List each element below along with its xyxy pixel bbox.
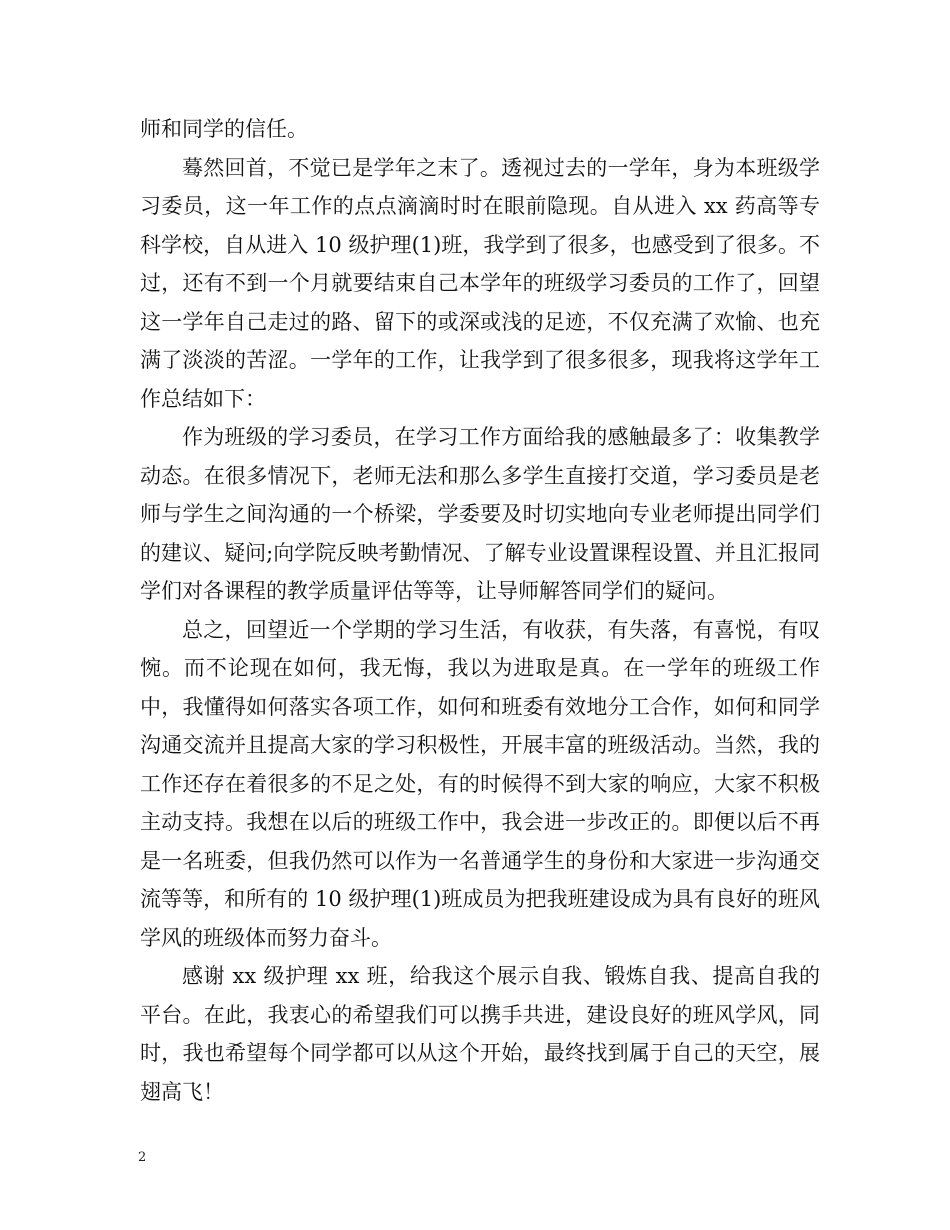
paragraph-summary: 总之，回望近一个学期的学习生活，有收获，有失落，有喜悦，有叹惋。而不论现在如何，我无悔，我以为进取是真。在一学年的班级工作中，我懂得如何落实各项工作，如何和班委有效地分工合作，如何和同学沟通交流并且提高大家的学习积极性，开展丰富的班级活动。当然，我的工作还存在着很多的不足之处，有的时候得不到大家的响应，大家不积极主动支持。我想在以后的班级工作中，我会进一步改正的。即便以后不再是一名班委，但我仍然可以作为一名普通学生的身份和大家进一步沟通交流等等，和所有的 10 级护理(1)班成员为把我班建设成为具有良好的班风学风的班级体而努力奋斗。 — [140, 617, 820, 950]
paragraph-thanks: 感谢 xx 级护理 xx 班，给我这个展示自我、锻炼自我、提高自我的平台。在此，我衷心的希望我们可以携手共进，建设良好的班风学风，同时，我也希望每个同学都可以从这个开始，最终找到属于自己的天空，展翅高飞！ — [140, 964, 820, 1104]
paragraph-retrospect: 蓦然回首，不觉已是学年之末了。透视过去的一学年，身为本班级学习委员，这一年工作的点点滴滴时时在眼前隐现。自从进入 xx 药高等专科学校，自从进入 10 级护理(1)班，我学到了很多，也感受到了很多。不过，还有不到一个月就要结束自己本学年的班级学习委员的工作了，回望这一学年自己走过的路、留下的或深或浅的足迹，不仅充满了欢愉、也充满了淡淡的苦涩。一学年的工作，让我学到了很多很多，现我将这学年工作总结如下： — [140, 155, 820, 411]
paragraph-study-committee: 作为班级的学习委员，在学习工作方面给我的感触最多了：收集教学动态。在很多情况下，老师无法和那么多学生直接打交道，学习委员是老师与学生之间沟通的一个桥梁，学委要及时切实地向专业老师提出同学们的建议、疑问;向学院反映考勤情况、了解专业设置课程设置、并且汇报同学们对各课程的教学质量评估等等，让导师解答同学们的疑问。 — [140, 425, 820, 603]
page-number: 2 — [138, 1150, 147, 1165]
body-text — [140, 110, 820, 1111]
paragraph-continuation: 师和同学的信任。 — [140, 117, 308, 141]
